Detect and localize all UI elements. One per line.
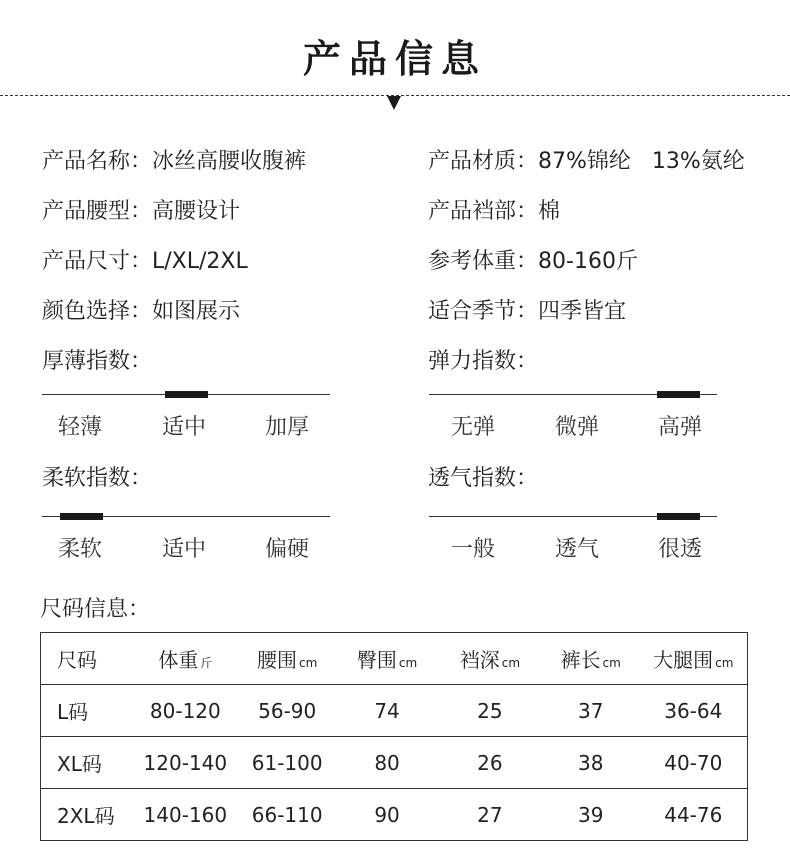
scale-title-elasticity: 弹力指数： <box>428 349 539 374</box>
info-value: 如图展示 <box>152 299 241 324</box>
table-cell: 66-110 <box>238 789 336 841</box>
info-row-weight <box>428 244 638 275</box>
table-header-cell: 尺码 <box>41 633 133 685</box>
table-cell: 25 <box>438 685 542 737</box>
table-cell: 40-70 <box>640 737 748 789</box>
scale-title-thickness: 厚薄指数： <box>42 349 153 374</box>
table-cell: 56-90 <box>238 685 336 737</box>
info-row-name <box>42 144 306 175</box>
info-label: 参考体重： <box>428 249 539 274</box>
scale-title-softness: 柔软指数： <box>42 466 153 491</box>
scale-title-breathability: 透气指数： <box>428 466 539 491</box>
info-value: 80-160斤 <box>538 249 638 274</box>
scale-label: 很透 <box>657 537 702 562</box>
table-header-cell: 裆深 cm <box>438 633 542 685</box>
table-cell: 140-160 <box>132 789 238 841</box>
scale-label: 无弹 <box>450 415 495 440</box>
table-cell: 90 <box>336 789 438 841</box>
scale-label: 一般 <box>450 537 495 562</box>
info-value: 87%锦纶 13%氨纶 <box>538 149 745 174</box>
scale-label: 柔软 <box>57 537 102 562</box>
info-label: 产品名称： <box>42 149 153 174</box>
scale-label: 微弹 <box>554 415 599 440</box>
table-cell: 37 <box>542 685 640 737</box>
table-header-cell: 大腿围 cm <box>640 633 748 685</box>
table-cell: 61-100 <box>238 737 336 789</box>
size-section-title: 尺码信息： <box>40 597 151 622</box>
info-label: 适合季节： <box>428 299 539 324</box>
scale-label: 适中 <box>161 415 206 440</box>
table-row <box>41 737 748 789</box>
table-row <box>41 685 748 737</box>
table-cell: 120-140 <box>132 737 238 789</box>
info-row-colors <box>42 294 240 325</box>
scale-marker-elasticity <box>657 391 700 398</box>
table-header-cell: 体重 斤 <box>132 633 238 685</box>
scale-label: 高弹 <box>657 415 702 440</box>
down-arrow-icon <box>387 96 401 110</box>
table-header-cell: 腰围 cm <box>238 633 336 685</box>
scale-marker-softness <box>60 513 103 520</box>
table-row <box>41 789 748 841</box>
info-label: 产品尺寸： <box>42 249 153 274</box>
page-title: 产品信息 <box>302 37 487 81</box>
table-cell: 38 <box>542 737 640 789</box>
info-label: 颜色选择： <box>42 299 153 324</box>
table-cell: 44-76 <box>640 789 748 841</box>
info-value: 高腰设计 <box>152 199 241 224</box>
info-row-season <box>428 294 626 325</box>
scale-label: 加厚 <box>264 415 309 440</box>
table-cell: 80-120 <box>132 685 238 737</box>
scale-marker-thickness <box>165 391 208 398</box>
info-value: L/XL/2XL <box>152 249 248 274</box>
scale-label: 透气 <box>554 537 599 562</box>
table-cell: 80 <box>336 737 438 789</box>
table-header-cell: 裤长 cm <box>542 633 640 685</box>
table-cell: 26 <box>438 737 542 789</box>
table-cell: 27 <box>438 789 542 841</box>
size-table <box>40 632 748 841</box>
info-label: 产品腰型： <box>42 199 153 224</box>
info-row-sizes <box>42 244 248 275</box>
info-label: 产品裆部： <box>428 199 539 224</box>
table-cell: 39 <box>542 789 640 841</box>
scale-label: 适中 <box>161 537 206 562</box>
table-cell: 36-64 <box>640 685 748 737</box>
table-cell: 2XL码 <box>41 789 133 841</box>
table-cell: XL码 <box>41 737 133 789</box>
info-value: 四季皆宜 <box>538 299 627 324</box>
table-cell: 74 <box>336 685 438 737</box>
info-value: 棉 <box>538 199 561 224</box>
scale-label: 轻薄 <box>57 415 102 440</box>
info-row-material <box>428 144 745 175</box>
table-cell: L码 <box>41 685 133 737</box>
scale-marker-breathability <box>657 513 700 520</box>
info-value: 冰丝高腰收腹裤 <box>152 149 307 174</box>
info-row-waist-type <box>42 194 240 225</box>
info-label: 产品材质： <box>428 149 539 174</box>
table-header-row <box>41 633 748 685</box>
table-header-cell: 臀围 cm <box>336 633 438 685</box>
scale-label: 偏硬 <box>264 537 309 562</box>
info-row-crotch <box>428 194 560 225</box>
